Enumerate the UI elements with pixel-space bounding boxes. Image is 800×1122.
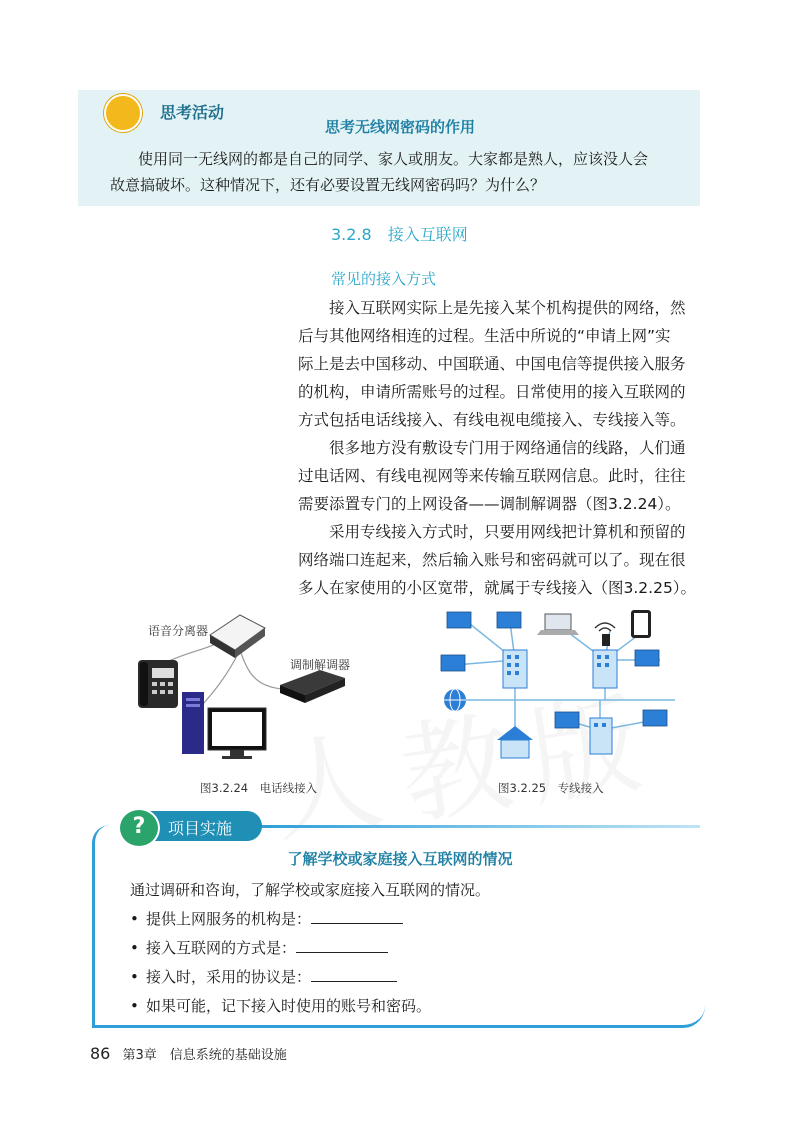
chapter-title: 第3章 信息系统的基础设施 [122, 1048, 287, 1063]
splitter-label: 语音分离器 [148, 624, 209, 638]
modem-label: 调制解调器 [290, 658, 351, 672]
computer-device [182, 692, 266, 759]
figure-caption-right: 图3.2.25 专线接入 [498, 781, 604, 795]
project-intro: 通过调研和咨询，了解学校或家庭接入互联网的情况。 [130, 881, 491, 899]
section-subtitle: 常见的接入方式 [331, 270, 437, 288]
paragraph-line: 网络端口连起来，然后输入账号和密码就可以了。现在很 [298, 551, 686, 569]
paragraph-2 [298, 434, 702, 518]
project-label: 项目实施 [168, 819, 233, 838]
paragraph-1 [298, 294, 702, 434]
think-activity-label: 思考活动 [160, 103, 225, 122]
project-box-topline [260, 825, 700, 828]
paragraph-line: 采用专线接入方式时，只要用网线把计算机和预留的 [329, 523, 686, 541]
paragraph-line: 接入互联网实际上是先接入某个机构提供的网络，然 [329, 299, 686, 317]
paragraph-line: 际上是去中国移动、中国联通、中国电信等提供接入服务 [298, 355, 686, 373]
globe-icon [444, 689, 466, 711]
paragraph-3 [298, 518, 702, 602]
paragraph-line: 过电话网、有线电视网等来传输互联网信息。此时，往往 [298, 467, 686, 485]
paragraph-line: 后与其他网络相连的过程。生活中所说的“申请上网”实 [298, 327, 671, 345]
think-activity-heading: 思考无线网密码的作用 [324, 118, 475, 136]
splitter-device [210, 615, 265, 658]
wifi-phone-device [595, 610, 651, 646]
paragraph-line: 需要添置专门的上网设备——调制解调器（图3.2.24）。 [298, 495, 681, 513]
answer-blank[interactable] [311, 909, 403, 924]
modem-device [280, 670, 345, 703]
paragraph-line: 方式包括电话线接入、有线电视电缆接入、专线接入等。 [298, 411, 686, 429]
answer-blank[interactable] [296, 938, 388, 953]
page-footer [90, 1044, 287, 1063]
think-line: 故意搞破坏。这种情况下，还有必要设置无线网密码吗？为什么？ [110, 176, 546, 194]
list-item: • 提供上网服务的机构是： [130, 905, 490, 934]
building-icon [503, 650, 527, 688]
section-title: 3.2.8 接入互联网 [331, 225, 468, 244]
project-body [130, 876, 490, 1021]
paragraph-line: 很多地方没有敷设专门用于网络通信的线路，人们通 [329, 439, 686, 457]
telephone-device [138, 660, 178, 708]
answer-blank[interactable] [311, 967, 397, 982]
figure-dedicated-line-access [435, 600, 675, 780]
list-item: • 接入时，采用的协议是： [130, 963, 490, 992]
project-heading: 了解学校或家庭接入互联网的情况 [287, 850, 513, 868]
think-activity-text [110, 146, 670, 198]
building-icon [590, 718, 612, 754]
list-item: • 如果可能，记下接入时使用的账号和密码。 [130, 997, 432, 1015]
think-line: 使用同一无线网的都是自己的同学、家人或朋友。大家都是熟人，应该没人会 [138, 150, 649, 168]
building-icon [593, 650, 617, 688]
figure-caption-left: 图3.2.24 电话线接入 [200, 781, 318, 795]
question-mark-icon: ? [118, 808, 160, 848]
laptop-device [537, 614, 579, 635]
list-item: • 接入互联网的方式是： [130, 934, 490, 963]
paragraph-line: 多人在家使用的小区宽带，就属于专线接入（图3.2.25）。 [298, 579, 697, 597]
page-number: 86 [90, 1044, 111, 1063]
paragraph-line: 的机构，申请所需账号的过程。日常使用的接入互联网的 [298, 383, 686, 401]
house-icon [497, 726, 533, 758]
